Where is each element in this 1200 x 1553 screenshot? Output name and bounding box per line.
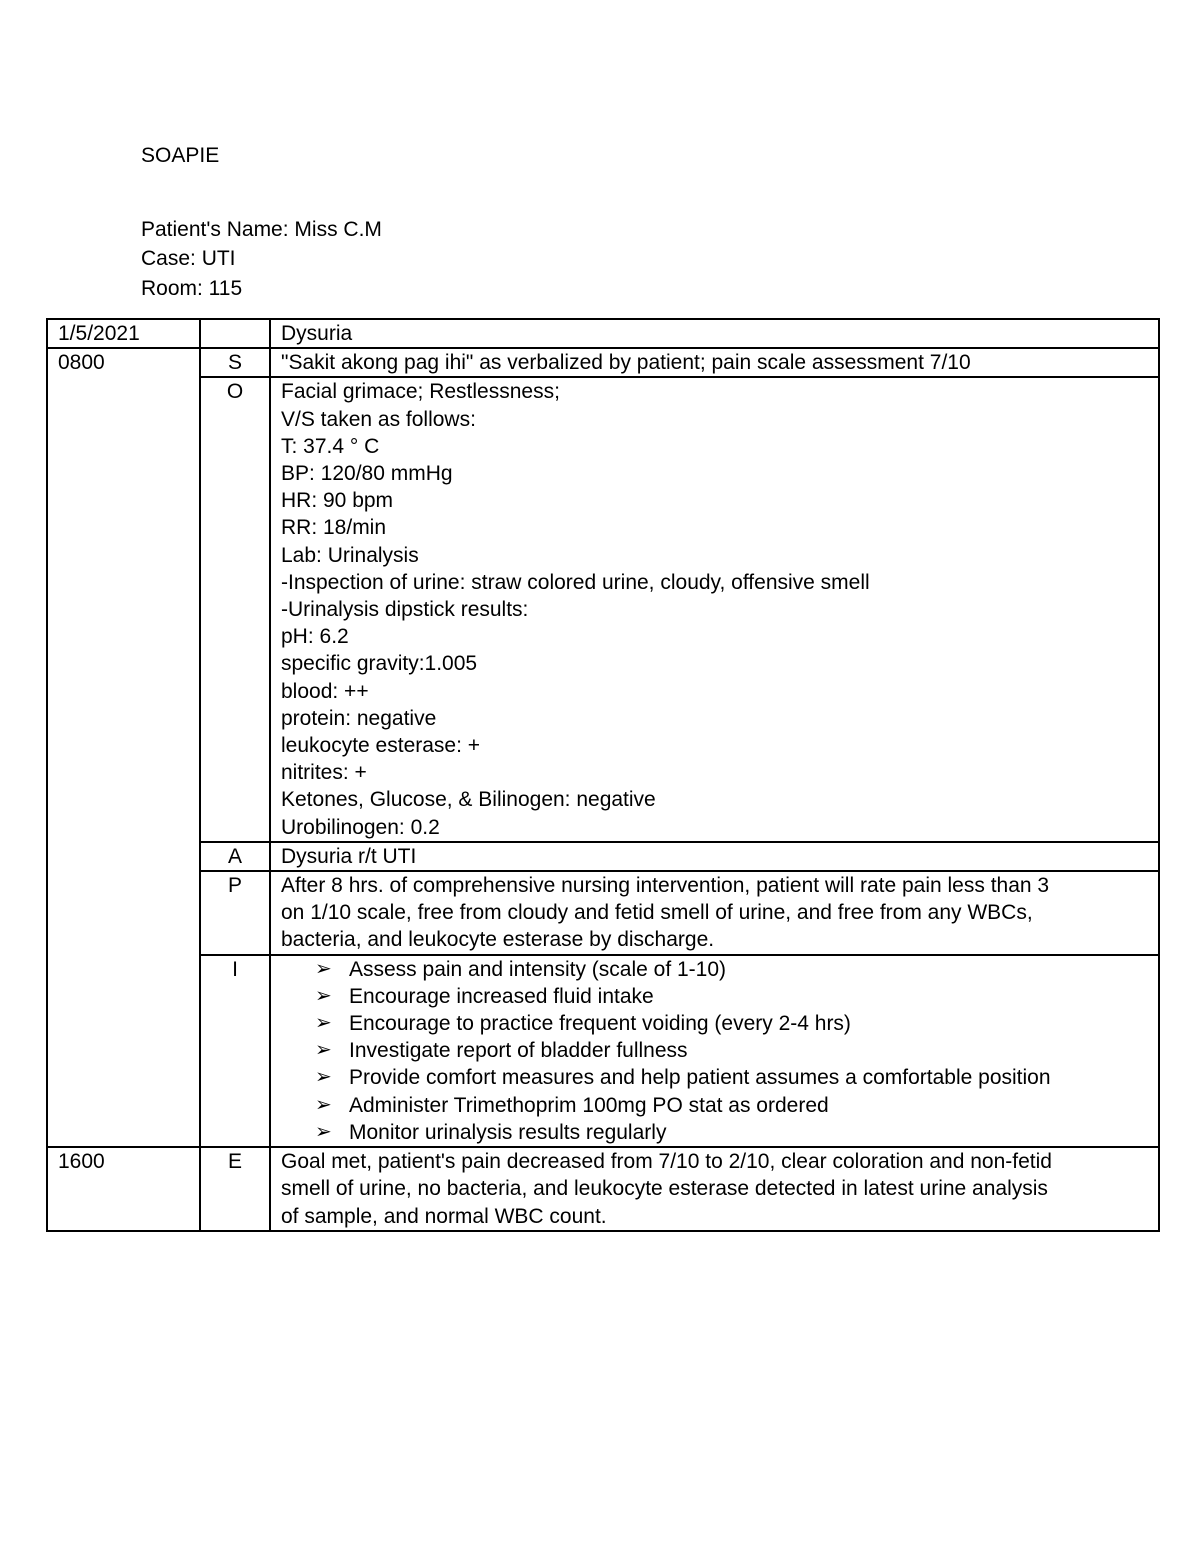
- evaluation-line: of sample, and normal WBC count.: [281, 1204, 607, 1228]
- date-cell: 1/5/2021: [47, 319, 200, 348]
- table-row-evaluation: [47, 1147, 1159, 1231]
- objective-line: Facial grimace; Restlessness;: [281, 380, 560, 404]
- arrowhead-bullet-icon: ➢: [315, 984, 332, 1007]
- objective-line: -Inspection of urine: straw colored urine, cloudy, offensive smell: [281, 570, 870, 594]
- patient-name: Patient's Name: Miss C.M: [141, 217, 382, 241]
- list-item: [315, 983, 1148, 1010]
- list-item: [315, 1092, 1148, 1119]
- objective-line: specific gravity:1.005: [281, 652, 478, 676]
- intervention-item-text: Encourage to practice frequent voiding (every 2-4 hrs): [349, 1012, 851, 1036]
- intervention-list: [281, 956, 1148, 1146]
- table-row-objective: [47, 377, 1159, 841]
- intervention-item-text: Provide comfort measures and help patient assumes a comfortable position: [349, 1066, 1051, 1090]
- intervention-code: I: [200, 955, 270, 1147]
- objective-line: Lab: Urinalysis: [281, 543, 419, 567]
- room-label: Room: 115: [141, 276, 243, 300]
- intervention-item-text: Monitor urinalysis results regularly: [349, 1120, 667, 1144]
- objective-line: blood: ++: [281, 679, 369, 703]
- arrowhead-bullet-icon: ➢: [315, 1039, 332, 1062]
- planning-line: on 1/10 scale, free from cloudy and fetid smell of urine, and free from any WBCs,: [281, 901, 1033, 925]
- objective-line: V/S taken as follows:: [281, 407, 476, 431]
- assessment-text: Dysuria r/t UTI: [270, 842, 1159, 871]
- arrowhead-bullet-icon: ➢: [315, 1066, 332, 1089]
- objective-line: RR: 18/min: [281, 516, 387, 540]
- objective-code: O: [200, 377, 270, 841]
- subjective-text: "Sakit akong pag ihi" as verbalized by patient; pain scale assessment 7/10: [270, 348, 1159, 377]
- intervention-item-text: Assess pain and intensity (scale of 1-10): [349, 957, 727, 981]
- table-row-date: [47, 319, 1159, 348]
- objective-line: protein: negative: [281, 706, 437, 730]
- list-item: [315, 956, 1148, 983]
- objective-line: leukocyte esterase: +: [281, 734, 481, 758]
- objective-line: -Urinalysis dipstick results:: [281, 598, 529, 622]
- list-item: [315, 1010, 1148, 1037]
- objective-line: Ketones, Glucose, & Bilinogen: negative: [281, 788, 656, 812]
- list-item: [315, 1064, 1148, 1091]
- subjective-code: S: [200, 348, 270, 377]
- evaluation-line: smell of urine, no bacteria, and leukocyte esterase detected in latest urine analysis: [281, 1177, 1048, 1201]
- planning-line: After 8 hrs. of comprehensive nursing intervention, patient will rate pain less than 3: [281, 874, 1050, 898]
- objective-line: T: 37.4 ° C: [281, 434, 380, 458]
- objective-text: [270, 377, 1159, 841]
- evaluation-line: Goal met, patient's pain decreased from 7/10 to 2/10, clear coloration and non-fetid: [281, 1150, 1052, 1174]
- intervention-item-text: Investigate report of bladder fullness: [349, 1039, 688, 1063]
- objective-line: nitrites: +: [281, 761, 367, 785]
- objective-line: HR: 90 bpm: [281, 489, 394, 513]
- arrowhead-bullet-icon: ➢: [315, 1120, 332, 1143]
- soapie-table: [46, 318, 1160, 1232]
- objective-line: pH: 6.2: [281, 625, 349, 649]
- time-start-cell: 0800: [47, 348, 200, 1147]
- table-row-assessment: [47, 842, 1159, 871]
- assessment-code: A: [200, 842, 270, 871]
- intervention-item-text: Encourage increased fluid intake: [349, 984, 654, 1008]
- intervention-list-cell: [270, 955, 1159, 1147]
- table-row-intervention: [47, 955, 1159, 1147]
- case-label: Case: UTI: [141, 247, 236, 270]
- document-header: [141, 141, 382, 303]
- arrowhead-bullet-icon: ➢: [315, 1093, 332, 1116]
- arrowhead-bullet-icon: ➢: [315, 1012, 332, 1035]
- intervention-item-text: Administer Trimethoprim 100mg PO stat as ordered: [349, 1093, 829, 1117]
- time-end-cell: 1600: [47, 1147, 200, 1231]
- planning-line: bacteria, and leukocyte esterase by discharge.: [281, 928, 715, 952]
- evaluation-code: E: [200, 1147, 270, 1231]
- date-code-cell: [200, 319, 270, 348]
- diagnosis-title: Dysuria: [270, 319, 1159, 348]
- list-item: [315, 1119, 1148, 1146]
- arrowhead-bullet-icon: ➢: [315, 957, 332, 980]
- planning-code: P: [200, 871, 270, 955]
- document-title: SOAPIE: [141, 144, 220, 167]
- objective-line: Urobilinogen: 0.2: [281, 815, 440, 839]
- table-row-planning: [47, 871, 1159, 955]
- objective-line: BP: 120/80 mmHg: [281, 462, 453, 486]
- evaluation-text: [270, 1147, 1159, 1231]
- table-row-subjective: [47, 348, 1159, 377]
- list-item: [315, 1037, 1148, 1064]
- planning-text: [270, 871, 1159, 955]
